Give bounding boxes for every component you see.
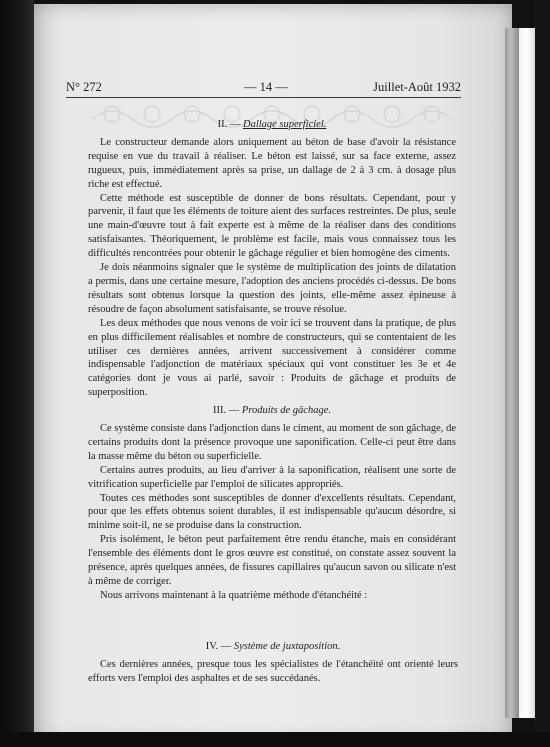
section-title: Système de juxtaposition.	[233, 641, 341, 652]
section-numeral: II. —	[217, 119, 243, 130]
binding-spine-shadow	[505, 28, 519, 718]
paragraph: Certains autres produits, au lieu d'arriver à la saponification, réalisent une sorte de vitrification superficielle par l'emploi de silicates appropriés.	[88, 464, 456, 490]
paragraph: Les deux méthodes que nous venons de voir ici se trouvent dans la pratique, de plus en plus difficilement réalisables et nombre de constructeurs, qui se contentaient de les utiliser ces dernières années, arrivent successivement à considérer comme indispensable l'adjonction de matériaux spéciaux qui vont constituer les 3e et 4e catégories dont je vous ai parlé, savoir : Produits de gâchage et produits de superposition.	[88, 317, 456, 399]
section-title: Dallage superficiel.	[242, 119, 327, 130]
running-header	[66, 80, 461, 98]
section-title: Produits de gâchage.	[241, 405, 331, 417]
issue-number: N° 272	[66, 80, 102, 94]
section-heading-ii	[88, 118, 456, 132]
paragraph: Cette méthode est susceptible de donner de bons résultats. Cependant, pour y parvenir, il faut que les éléments de toiture aient des surfaces restreintes. De plus, seule une main-d'œuvre tout à fait experte est à même de la réaliser dans des conditions satisfaisantes. Théoriquement, le problème est facile, mais vous connaissez tous les difficultés rencontrées pour obtenir le gâchage régulier et bien homogène des ciments.	[88, 192, 456, 260]
page-number: — 14 —	[244, 80, 288, 94]
scan-left-edge	[0, 0, 34, 747]
section-heading-iii	[88, 404, 456, 418]
scan-bottom-edge	[0, 732, 550, 747]
section-numeral: IV. —	[205, 641, 234, 652]
paragraph: Toutes ces méthodes sont susceptibles de donner d'excellents résultats. Cependant, pour que les effets obtenus soient durables, il est indispensable qu'aucun désordre, si minime soit-il, ne se produise dans la construction.	[88, 492, 456, 532]
section-heading-iv	[88, 641, 458, 652]
paragraph: Pris isolément, le béton peut parfaitement être rendu étanche, mais en considérant l'ensemble des éléments dont le gros œuvre est constitué, on constate assez souvent la présence, après quelques années, de fissures capillaires qu'aucun savon ou silicate n'est à même de corriger.	[88, 534, 456, 587]
scan-right-edge	[535, 0, 550, 747]
section-iv-block	[88, 641, 458, 686]
header-rule	[66, 97, 461, 98]
paragraph: Ce système consiste dans l'adjonction dans le ciment, au moment de son gâchage, de certains produits dont la présence provoque une saponification. Celle-ci peut être dans la masse même du béton ou superficielle.	[88, 423, 456, 462]
paragraph: Ces dernières années, presque tous les spécialistes de l'étanchéité ont orienté leurs efforts vers l'emploi des asphaltes et de ses succédanés.	[88, 659, 458, 684]
article-body	[88, 114, 456, 603]
issue-date: Juillet-Août 1932	[373, 80, 461, 94]
binding-spine	[519, 28, 535, 718]
paragraph: Nous arrivons maintenant à la quatrième méthode d'étanchéité :	[100, 589, 368, 601]
section-numeral: III. —	[212, 405, 242, 417]
paragraph: Le constructeur demande alors uniquement au béton de base d'avoir la résistance requise en vue du travail à réaliser. Le béton est laissé, sur sa face externe, assez rugueux, puis, immédiatement après sa prise, un dallage de 2 à 3 cm. à dosage plus riche est effectué.	[88, 136, 456, 190]
paragraph: Je dois néanmoins signaler que le système de multiplication des joints de dilatation a permis, dans une certaine mesure, l'adoption des anciens procédés ci-dessus. De bons résultats sont obtenus lorsque la question des joints, elle-même assez épineuse à résoudre de façon absolument satisfaisante, se trouve résolue.	[88, 262, 456, 315]
